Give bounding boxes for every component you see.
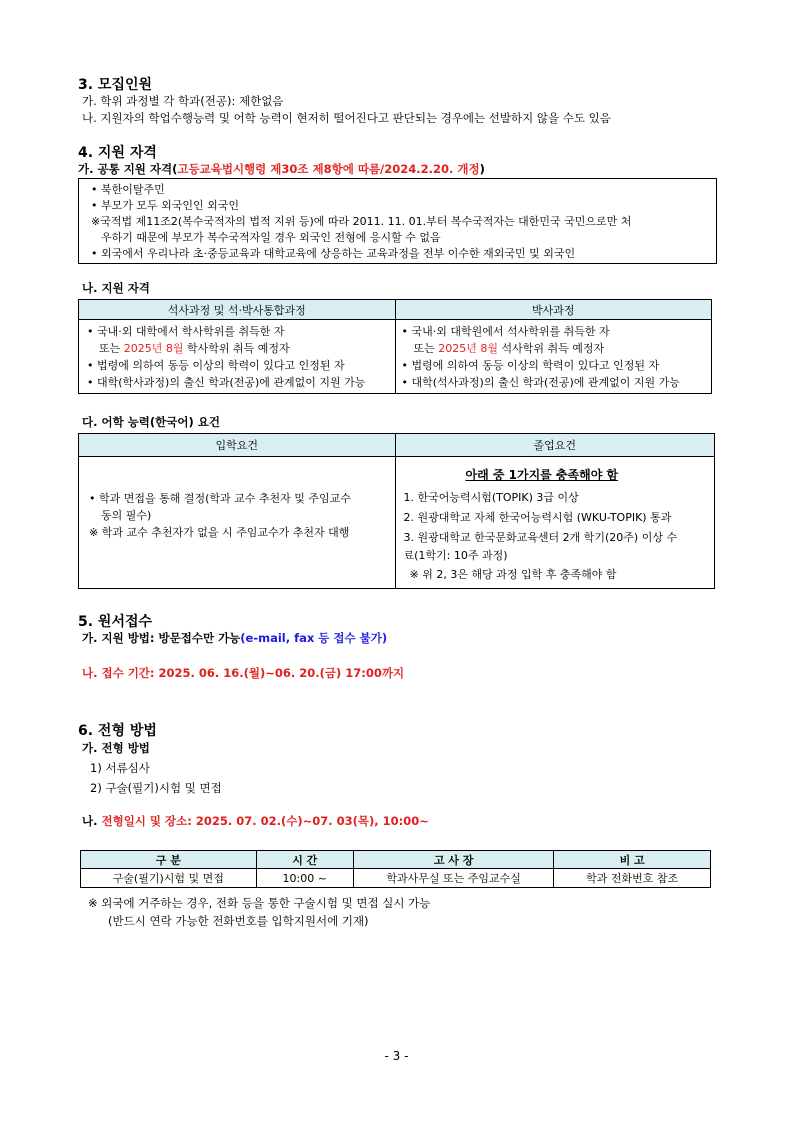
col-graduation: 졸업요건 [395, 434, 715, 457]
admission-line-3: ※ 학과 교수 추천자가 없을 시 주임교수가 추천자 대행 [89, 526, 350, 539]
doctoral-line-4: • 대학(석사과정)의 출신 학과(전공)에 관계없이 지원 가능 [401, 376, 680, 389]
page-number: - 3 - [384, 1049, 409, 1063]
col-venue: 고 사 장 [353, 851, 553, 869]
screening-step-1: 1) 서류심사 [90, 761, 150, 775]
text: 석사학위 취득 예정자 [498, 342, 605, 355]
application-period: 나. 접수 기간: 2025. 06. 16.(월)~06. 20.(금) 17:00까지 [82, 666, 405, 680]
section-6-title: 6. 전형 방법 [78, 723, 157, 739]
date-highlight: 2025년 8월 [123, 342, 184, 355]
text: 또는 [413, 342, 439, 355]
row-remark: 학과 전화번호 참조 [554, 869, 711, 888]
graduation-line-4: 료(1학기: 10주 과정) [403, 549, 508, 562]
masters-cell [79, 320, 396, 394]
masters-line-1: • 국내·외 대학에서 학사학위를 취득한 자 [87, 325, 285, 338]
application-method [82, 630, 387, 646]
doctoral-line-2 [414, 340, 605, 356]
screening-note-2: (반드시 연락 가능한 전화번호를 입학지원서에 기재) [108, 914, 369, 928]
admission-line-2: 동의 필수) [101, 509, 152, 522]
common-item-3: • 외국에서 우리나라 초·중등교육과 대학교육에 상응하는 교육과정을 전부 이수한 재외국민 및 외국인 [91, 247, 576, 260]
graduation-heading: 아래 중 1가지를 충족해야 함 [465, 468, 619, 482]
row-category: 구술(필기)시험 및 면접 [81, 869, 257, 888]
common-note-1: ※국적법 제11조2(복수국적자의 법적 지위 등)에 따라 2011. 11. 01.부터 복수국적자는 대한민국 국민으로만 처 [91, 215, 632, 228]
text: 학사학위 취득 예정자 [183, 342, 290, 355]
graduation-line-3: 3. 원광대학교 한국문화교육센터 2개 학기(20주) 이상 수 [403, 531, 678, 544]
text: 나. [82, 814, 102, 828]
section-3-item-b: 나. 지원자의 학업수행능력 및 어학 능력이 현저히 떨어진다고 판단되는 경우에는 선발하지 않을 수도 있음 [82, 111, 611, 125]
common-item-1: • 북한이탈주민 [91, 183, 165, 196]
heading-text: 가. 공통 지원 자격( [78, 162, 178, 176]
common-note-2: 우하기 때문에 부모가 복수국적자일 경우 외국인 전형에 응시할 수 없음 [101, 231, 441, 244]
row-time: 10:00 ~ [256, 869, 353, 888]
doctoral-line-1: • 국내·외 대학원에서 석사학위를 취득한 자 [401, 325, 610, 338]
screening-note-1: ※ 외국에 거주하는 경우, 전화 등을 통한 구술시험 및 면접 실시 가능 [88, 896, 431, 910]
masters-line-4: • 대학(학사과정)의 출신 학과(전공)에 관계없이 지원 가능 [87, 376, 366, 389]
qualification-heading: 나. 지원 자격 [82, 281, 150, 295]
graduation-line-1: 1. 한국어능력시험(TOPIK) 3급 이상 [403, 491, 579, 504]
col-masters: 석사과정 및 석·박사통합과정 [79, 300, 396, 320]
date-highlight: 2025년 8월 [438, 342, 498, 355]
graduation-line-2: 2. 원광대학교 자체 한국어능력시험 (WKU-TOPIK) 통과 [403, 511, 672, 524]
col-admission: 입학요건 [79, 434, 396, 457]
masters-line-3: • 법령에 의하여 동등 이상의 학력이 있다고 인정된 자 [87, 359, 345, 372]
section-3-item-a: 가. 학위 과정별 각 학과(전공): 제한없음 [82, 94, 284, 108]
language-heading: 다. 어학 능력(한국어) 요건 [82, 415, 220, 429]
masters-line-2 [99, 340, 290, 356]
common-item-2: • 부모가 모두 외국인인 외국인 [91, 199, 239, 212]
common-qualification-heading [78, 161, 485, 177]
common-qualification-box [78, 178, 717, 264]
screening-table [80, 850, 711, 888]
heading-close: ) [479, 162, 485, 176]
text: 가. 지원 방법: 방문접수만 가능 [82, 631, 241, 645]
admission-cell [79, 457, 396, 589]
qualification-table [78, 299, 712, 394]
col-category: 구 분 [81, 851, 257, 869]
doctoral-line-3: • 법령에 의하여 동등 이상의 학력이 있다고 인정된 자 [401, 359, 660, 372]
text: 또는 [99, 342, 124, 355]
section-5-title: 5. 원서접수 [78, 614, 153, 630]
col-doctoral: 박사과정 [395, 300, 712, 320]
screening-step-2: 2) 구술(필기)시험 및 면접 [90, 781, 222, 795]
law-reference: 고등교육법시행령 제30조 제8항에 따름/2024.2.20. 개정 [177, 162, 480, 176]
section-4-title: 4. 지원 자격 [78, 145, 157, 161]
graduation-note: ※ 위 2, 3은 해당 과정 입학 후 충족해야 함 [409, 568, 617, 581]
graduation-cell [395, 457, 715, 589]
section-3-title: 3. 모집인원 [78, 77, 153, 93]
admission-line-1: • 학과 면접을 통해 결정(학과 교수 추천자 및 주임교수 [89, 492, 351, 505]
doctoral-cell [395, 320, 712, 394]
row-venue: 학과사무실 또는 주임교수실 [353, 869, 553, 888]
col-time: 시 간 [256, 851, 353, 869]
method-note: (e-mail, fax 등 접수 불가) [240, 631, 388, 645]
date-highlight: 전형일시 및 장소: 2025. 07. 02.(수)~07. 03(목), 10:00~ [101, 814, 429, 828]
col-remark: 비 고 [554, 851, 711, 869]
language-table [78, 433, 715, 589]
screening-heading: 가. 전형 방법 [82, 741, 150, 755]
screening-date [82, 813, 429, 829]
